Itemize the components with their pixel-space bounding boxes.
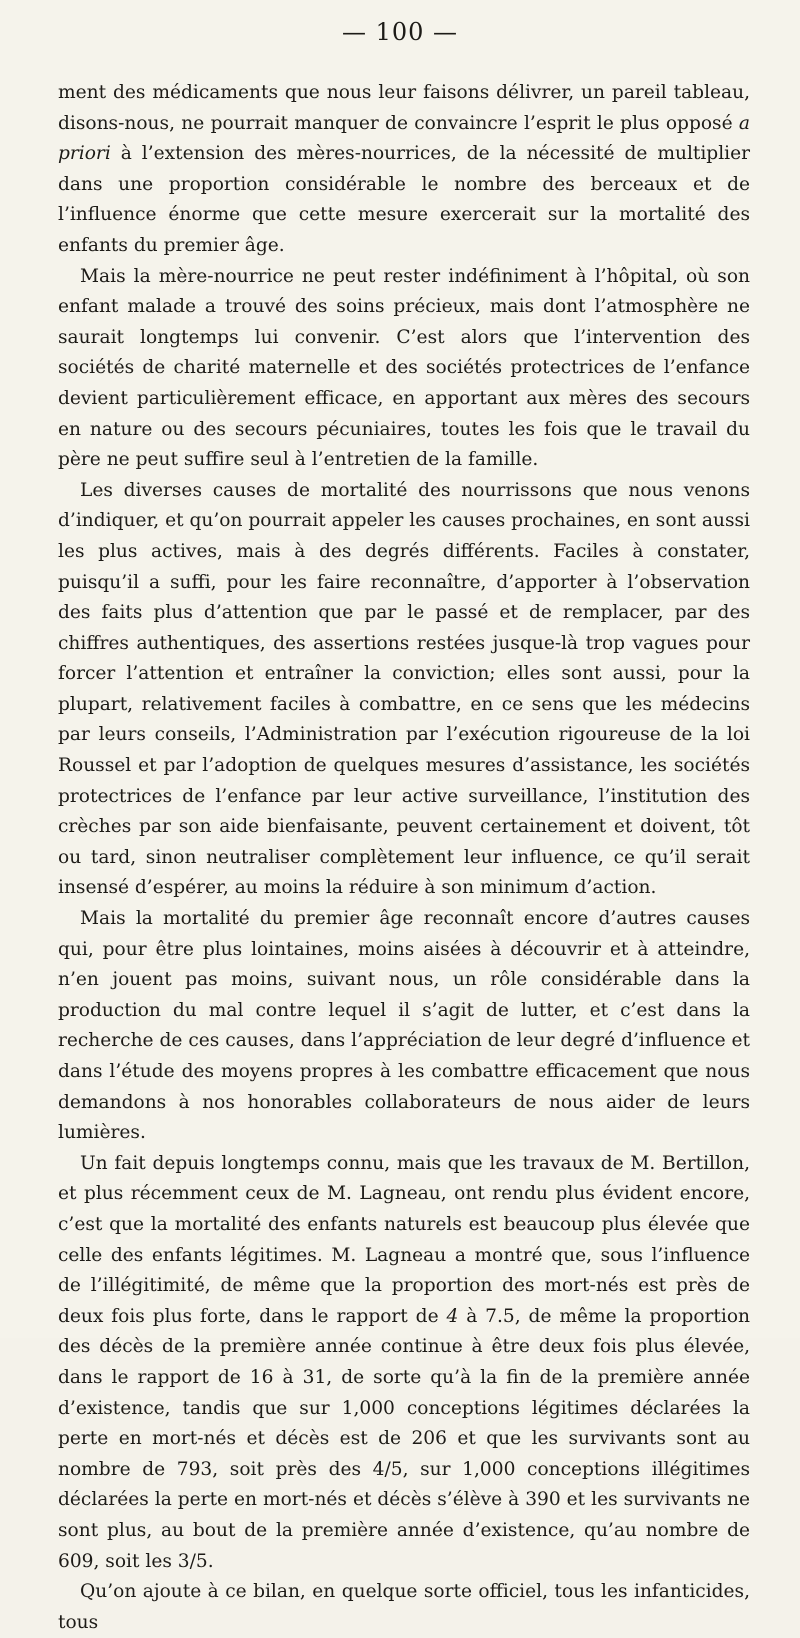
text-run: Mais la mortalité du premier âge reconnaît encore d’autres causes qui, pour être plus lointaines, moins aisées à découvrir et à atteindre, n’en jouent pas moins, suivant nous, un rôle considérable dans la production du mal contre lequel il s’agit de lutter, et c’est dans la recherche de ces causes, dans l’appréciation de leur degré d’influence et dans l’étude des moyens propres à les combattre efficacement que nous demandons à nos honorables collaborateurs de nous aider de leurs lumières. <box>58 908 750 1144</box>
paragraph <box>58 262 750 476</box>
text-run: à l’extension des mères-nourrices, de la nécessité de multiplier dans une proportion considérable le nombre des berceaux et de l’influence énorme que cette mesure exercerait sur la mortalité des enfants du premier âge. <box>58 143 750 256</box>
text-run: ment des médicaments que nous leur faisons délivrer, un pareil tableau, disons-nous, ne pourrait manquer de convaincre l’esprit le plus opposé <box>58 82 750 134</box>
paragraph <box>58 78 750 262</box>
paragraph <box>58 1149 750 1577</box>
text-run: Qu’on ajoute à ce bilan, en quelque sorte officiel, tous les infanticides, tous <box>58 1581 750 1633</box>
text-run: Les diverses causes de mortalité des nourrissons que nous venons d’indiquer, et qu’on pourrait appeler les causes prochaines, en sont aussi les plus actives, mais à des degrés différents. Faciles à constater, puisqu’il a suffi, pour les faire reconnaître, d’apporter à l’observation des faits plus d’attention que par le passé et de remplacer, par des chiffres authentiques, des assertions restées jusque-là trop vagues pour forcer l’attention et entraîner la conviction; elles sont aussi, pour la plupart, relativement faciles à combattre, en ce sens que les médecins par leurs conseils, l’Administration par l’exécution rigoureuse de la loi Roussel et par l’adoption de quelques mesures d’assistance, les sociétés protectrices de l’enfance par leur active surveillance, l’institution des crèches par son aide bienfaisante, peuvent certainement et doivent, tôt ou tard, sinon neutraliser complètement leur influence, ce qu’il serait insensé d’espérer, au moins la réduire à son minimum d’action. <box>58 479 750 899</box>
text-run: Un fait depuis longtemps connu, mais que les travaux de M. Bertillon, et plus récemment ceux de M. Lagneau, ont rendu plus évident encore, c’est que la mortalité des enfants naturels est beaucoup plus élevée que celle des enfants légitimes. M. Lagneau a montré que, sous l’influence de l’illégitimité, de même que la proportion des mort-nés est près de deux fois plus forte, dans le rapport de <box>58 1152 750 1327</box>
paragraph <box>58 904 750 1149</box>
page-number-header: — 100 — <box>341 18 459 46</box>
paragraph <box>58 1577 750 1638</box>
paragraph <box>58 476 750 904</box>
body-text <box>58 78 750 1638</box>
text-run: à 7.5, de même la proportion des décès de la première année continue à être deux fois plus élevée, dans le rapport de 16 à 31, de sorte qu’à la fin de la première année d’existence, tandis que sur 1,000 conceptions légitimes déclarées la perte en mort-nés et décès est de 206 et que les survivants sont au nombre de 793, soit près des 4/5, sur 1,000 conceptions illégitimes déclarées la perte en mort-nés et décès s’élève à 390 et les survivants ne sont plus, au bout de la première année d’existence, qu’au nombre de 609, soit les 3/5. <box>58 1305 750 1572</box>
italic-text: a priori <box>58 112 750 165</box>
italic-text: 4 <box>446 1305 459 1327</box>
text-run: Mais la mère-nourrice ne peut rester indéfiniment à l’hôpital, où son enfant malade a trouvé des soins précieux, mais dont l’atmosphère ne saurait longtemps lui convenir. C’est alors que l’intervention des sociétés de charité maternelle et des sociétés protectrices de l’enfance devient particulièrement efficace, en apportant aux mères des secours en nature ou des secours pécuniaires, toutes les fois que le travail du père ne peut suffire seul à l’entretien de la famille. <box>58 265 750 471</box>
